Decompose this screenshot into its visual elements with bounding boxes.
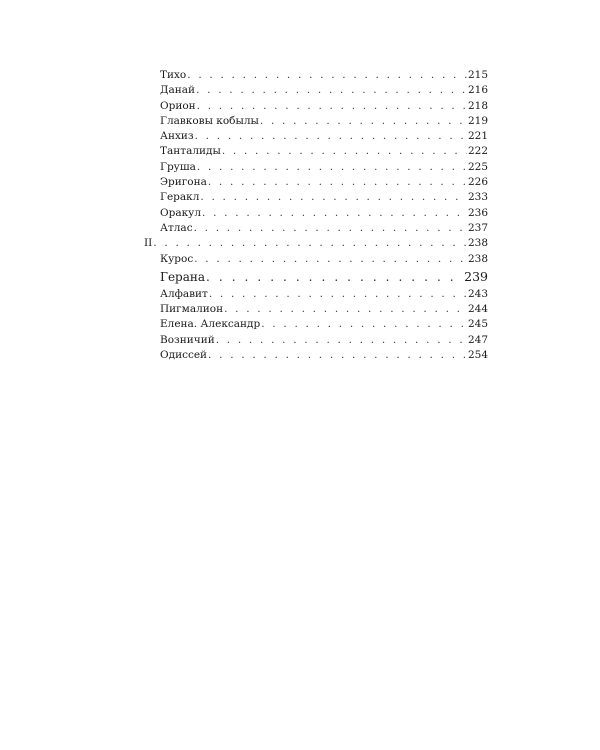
toc-entry-title: Главковы кобылы xyxy=(160,114,259,127)
toc-entry-page: 238 xyxy=(467,237,488,250)
toc-entry xyxy=(144,129,488,144)
toc-entry-page: 254 xyxy=(467,349,488,362)
dot-leader xyxy=(209,287,467,302)
toc-entry xyxy=(144,206,488,221)
toc-entry xyxy=(144,83,488,98)
toc-entry xyxy=(144,348,488,363)
toc-entry-title: Одиссей xyxy=(160,349,208,362)
toc-entry-page: 237 xyxy=(467,221,488,234)
toc-entry-title: Орион xyxy=(160,99,196,112)
toc-entry xyxy=(144,114,488,129)
toc-entry-title: Тихо xyxy=(160,69,187,81)
dot-leader xyxy=(187,68,467,83)
toc-entry-title: Анхиз xyxy=(160,130,194,143)
toc-entry-title: Герана xyxy=(160,269,206,284)
toc-entry-title: Пигмалион xyxy=(160,303,224,316)
dot-leader xyxy=(208,175,467,190)
toc-entry xyxy=(144,221,488,236)
toc-entry-title: Оракул xyxy=(160,206,202,219)
dot-leader xyxy=(260,114,467,129)
toc-entry-page: 216 xyxy=(467,84,488,97)
dot-leader xyxy=(195,129,467,144)
toc-entry-page: 236 xyxy=(467,206,488,219)
table-of-contents xyxy=(144,68,488,363)
toc-entry-title: Атлас xyxy=(160,221,193,234)
toc-entry-page: 222 xyxy=(467,145,488,158)
toc-entry-title: Данай xyxy=(160,84,196,97)
toc-entry-title: Алфавит xyxy=(160,287,208,300)
dot-leader xyxy=(208,348,467,363)
toc-entry xyxy=(144,175,488,190)
toc-entry-page: 221 xyxy=(467,130,488,143)
dot-leader xyxy=(261,317,467,332)
toc-entry-title: Елена. Александр xyxy=(160,318,261,331)
dot-leader xyxy=(224,302,467,317)
dot-leader xyxy=(196,83,467,98)
toc-entry xyxy=(144,99,488,114)
toc-entry xyxy=(144,68,488,83)
toc-entry-page: 245 xyxy=(467,318,488,331)
toc-entry-page: 219 xyxy=(467,114,488,127)
toc-entry xyxy=(144,267,488,287)
dot-leader xyxy=(206,267,463,287)
toc-entry-page: 218 xyxy=(467,99,488,112)
toc-entry-page: 226 xyxy=(467,176,488,189)
toc-section-title: II xyxy=(144,237,153,250)
dot-leader xyxy=(197,99,467,114)
toc-entry xyxy=(144,190,488,205)
toc-entry-title: Танталиды xyxy=(160,145,221,158)
toc-entry xyxy=(144,333,488,348)
toc-entry xyxy=(144,144,488,159)
toc-entry-page: 233 xyxy=(467,191,488,204)
toc-entry-page: 247 xyxy=(467,333,488,346)
toc-entry xyxy=(144,287,488,302)
toc-entry-page: 243 xyxy=(467,287,488,300)
toc-entry xyxy=(144,252,488,267)
toc-entry-page: 215 xyxy=(467,69,488,81)
dot-leader xyxy=(200,190,467,205)
toc-entry-title: Курос xyxy=(160,252,194,265)
dot-leader xyxy=(216,333,467,348)
dot-leader xyxy=(153,236,467,251)
dot-leader xyxy=(194,252,467,267)
dot-leader xyxy=(197,160,467,175)
dot-leader xyxy=(222,144,467,159)
toc-entry-title: Эригона xyxy=(160,176,207,189)
toc-section-entry xyxy=(144,236,488,251)
toc-entry-page: 239 xyxy=(464,268,488,284)
toc-entry-title: Геракл xyxy=(160,191,200,204)
toc-entry-page: 244 xyxy=(467,303,488,316)
toc-entry-page: 225 xyxy=(467,160,488,173)
toc-entry xyxy=(144,302,488,317)
toc-entry xyxy=(144,160,488,175)
toc-entry-page: 238 xyxy=(467,252,488,265)
toc-entry-title: Груша xyxy=(160,160,196,173)
toc-entry-title: Возничий xyxy=(160,333,215,346)
toc-entry xyxy=(144,317,488,332)
dot-leader xyxy=(194,221,467,236)
dot-leader xyxy=(202,206,467,221)
